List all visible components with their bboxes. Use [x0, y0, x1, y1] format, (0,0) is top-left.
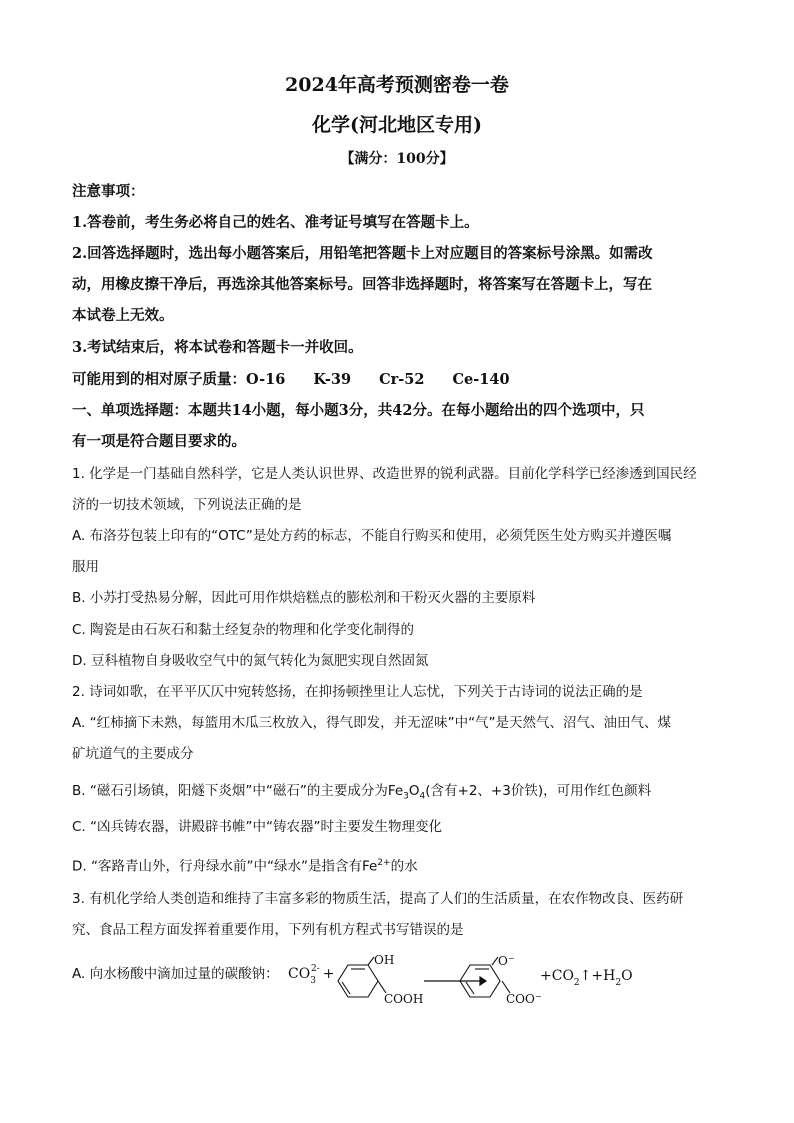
q2-option-b-sub-3: 3: [403, 791, 409, 802]
products-text: [540, 968, 633, 988]
cooh-label: COOH: [384, 992, 424, 1005]
full-score: 【满分：100分】: [340, 151, 454, 167]
q2-option-d-tail: 的水: [390, 858, 418, 875]
q1-stem-line-2: 济的一切技术领域，下列说法正确的是: [72, 497, 302, 513]
oh-label: OH: [374, 955, 395, 967]
q2-option-d: [72, 853, 722, 877]
q2-option-a-line-1: A. “红柿摘下未熟，每篮用木瓜三枚放入，得气即发，并无涩味”中“气”是天然气、沼气、油田气、煤: [72, 715, 672, 731]
q2-stem: 2. 诗词如歌，在平平仄仄中宛转悠扬，在抑扬顿挫里让人忘忧，下列关于古诗词的说法正确的是: [72, 684, 643, 700]
q1-stem-line-1: 1. 化学是一门基础自然科学，它是人类认识世界、改造世界的锐利武器。目前化学科学已经渗透到国民经: [72, 466, 697, 482]
q1-option-a-line-1: A. 布洛芬包装上印有的“OTC”是处方药的标志，不能自行购买和使用，必须凭医生处方购买并遵医嘱: [72, 528, 672, 544]
q1-option-a-line-2: 服用: [72, 559, 99, 575]
benzene-ring-1: [338, 965, 378, 997]
q3-stem-line-1: 3. 有机化学给人类创造和维持了丰富多彩的物质生活，提高了人们的生活质量，在农作物改良、医药研: [72, 891, 684, 907]
atomic-mass-cr: Cr-52: [379, 371, 425, 388]
notice-item-2-line-3: 本试卷上无效。: [72, 307, 174, 324]
q2-option-b-o: O: [408, 783, 420, 799]
co2-sub: 2: [573, 978, 580, 988]
q2-option-b-tail: (含有+2、+3价铁)，可用作红色颜料: [425, 783, 652, 799]
q1-option-c: C. 陶瓷是由石灰石和黏土经复杂的物理和化学变化制得的: [72, 622, 415, 638]
q1-option-b: B. 小苏打受热易分解，因此可用作烘焙糕点的膨松剂和干粉灭火器的主要原料: [72, 590, 536, 606]
reaction-arrow: [424, 977, 486, 985]
co2-text: +CO: [540, 968, 574, 984]
reaction-diagram: [72, 955, 722, 1005]
exam-subtitle: 化学(河北地区专用): [312, 114, 482, 136]
notice-item-3: 3.考试结束后，将本试卷和答题卡一并收回。: [72, 339, 363, 356]
atomic-mass-k: K-39: [313, 371, 352, 388]
q2-option-b-text: B. “磁石引场镇，阳燧下炎烟”中“磁石”的主要成分为Fe: [72, 783, 404, 799]
h2o-o: O: [621, 968, 633, 984]
coo-minus-label: COO−: [506, 992, 542, 1005]
notice-heading: 注意事项：: [72, 183, 145, 200]
o-minus-label: O−: [498, 955, 515, 968]
notice-item-2-line-2: 动，用橡皮擦干净后，再选涂其他答案标号。回答非选择题时，将答案写在答题卡上，写在: [72, 276, 652, 293]
atomic-mass-label: 可能用到的相对原子质量：: [72, 371, 246, 388]
section-1-heading-line-2: 有一项是符合题目要求的。: [72, 433, 246, 450]
q2-option-b: [72, 781, 722, 807]
carbonate-ion: [288, 964, 334, 986]
h2o-text: ↑+H: [579, 968, 616, 984]
atomic-mass-line: [72, 370, 722, 390]
q3-option-a-label: A. 向水杨酸中滴加过量的碳酸钠：: [72, 966, 279, 982]
atomic-mass-o: O-16: [246, 371, 286, 388]
exam-title: 2024年高考预测密卷一卷: [285, 74, 509, 96]
q3-option-a-equation: [72, 955, 722, 1005]
carbonate-sub: 3: [310, 976, 316, 986]
carbonate-sup: 2-: [310, 964, 320, 974]
atomic-mass-ce: Ce-140: [452, 371, 510, 388]
q2-option-b-sub-4: 4: [419, 791, 426, 802]
notice-item-1: 1.答卷前，考生务必将自己的姓名、准考证号填写在答题卡上。: [72, 214, 479, 231]
benzene-ring-1-bond-2: [342, 982, 350, 994]
q2-option-d-text: D. “客路青山外，行舟绿水前”中“绿水”是指含有Fe: [72, 858, 378, 875]
q3-stem-line-2: 究、食品工程方面发挥着重要作用，下列有机方程式书写错误的是: [72, 922, 464, 938]
plus-sign: +: [322, 966, 335, 982]
q2-option-d-sup: 2+: [377, 858, 391, 868]
h2o-sub: 2: [615, 978, 622, 988]
section-1-heading-line-1: 一、单项选择题：本题共14小题，每小题3分，共42分。在每小题给出的四个选项中，只: [72, 402, 645, 419]
q2-option-c: C. “凶兵铸农器，讲殿辟书帷”中“铸农器”时主要发生物理变化: [72, 819, 442, 835]
q1-option-d: D. 豆科植物自身吸收空气中的氮气转化为氮肥实现自然固氮: [72, 653, 429, 669]
carbonate-co: CO: [288, 966, 311, 982]
q2-option-a-line-2: 矿坑道气的主要成分: [72, 746, 194, 762]
notice-item-2-line-1: 2.回答选择题时，选出每小题答案后，用铅笔把答题卡上对应题目的答案标号涂黑。如需改: [72, 245, 653, 262]
